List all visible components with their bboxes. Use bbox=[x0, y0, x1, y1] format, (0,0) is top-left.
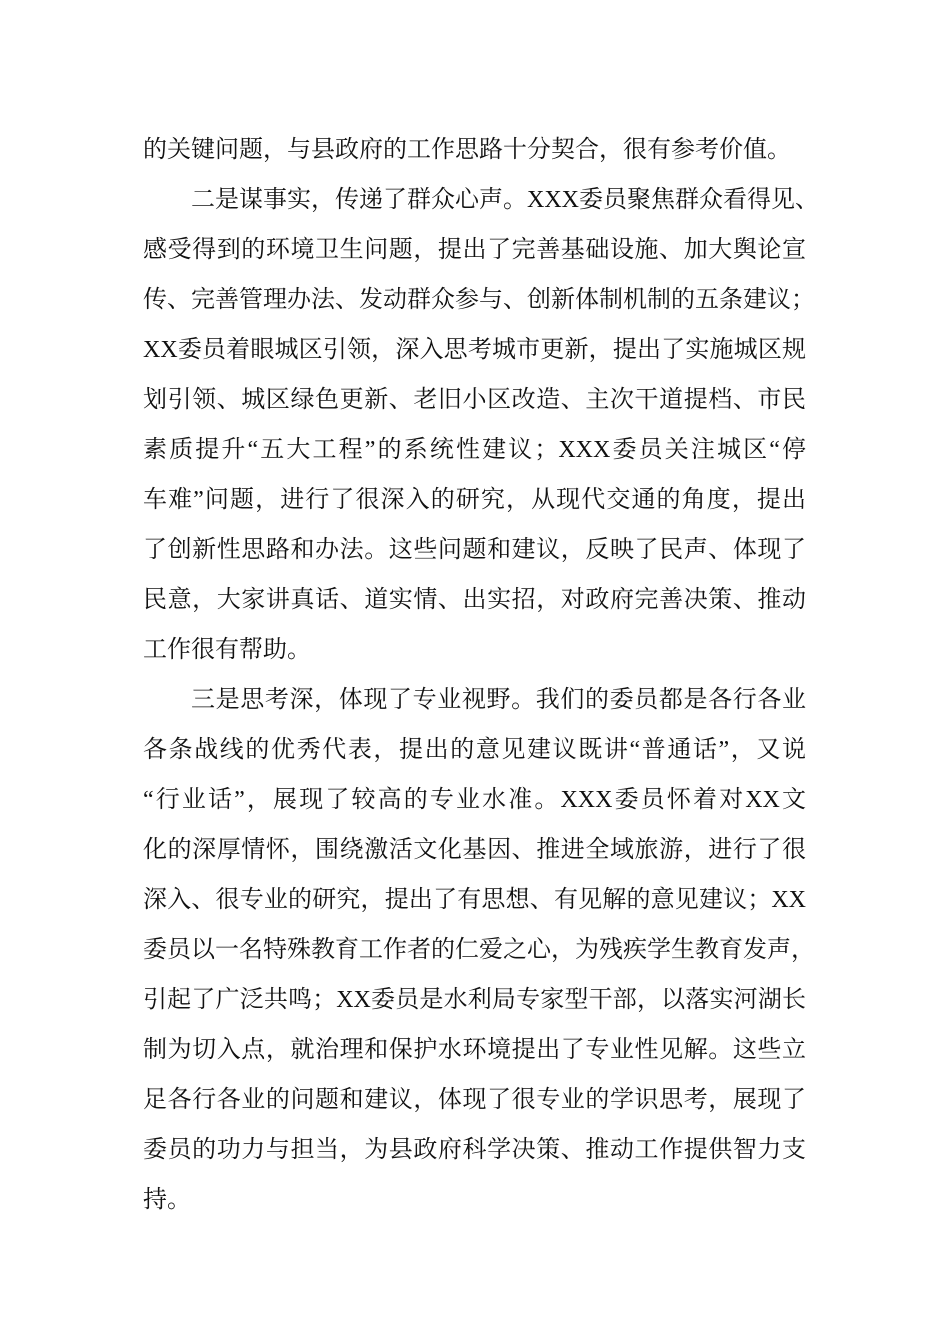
paragraph-3-line: 深入、很专业的研究，提出了有思想、有见解的意见建议；XX bbox=[143, 887, 806, 913]
paragraph-2-line: 民意，大家讲真话、道实情、出实招，对政府完善决策、推动 bbox=[143, 587, 806, 613]
paragraph-3-line: 引起了广泛共鸣；XX委员是水利局专家型干部，以落实河湖长 bbox=[143, 987, 806, 1013]
paragraph-3-line: “行业话”，展现了较高的专业水准。XXX委员怀着对XX文 bbox=[143, 787, 806, 813]
paragraph-2-line: 素质提升“五大工程”的系统性建议；XXX委员关注城区“停 bbox=[143, 437, 806, 463]
paragraph-1-line: 的关键问题，与县政府的工作思路十分契合，很有参考价值。 bbox=[143, 137, 791, 163]
paragraph-2-line: 了创新性思路和办法。这些问题和建议，反映了民声、体现了 bbox=[143, 537, 806, 563]
paragraph-3-line: 三是思考深，体现了专业视野。我们的委员都是各行各业 bbox=[191, 687, 806, 713]
paragraph-3-line: 委员的功力与担当，为县政府科学决策、推动工作提供智力支 bbox=[143, 1137, 806, 1163]
paragraph-2-line: XX委员着眼城区引领，深入思考城市更新，提出了实施城区规 bbox=[143, 337, 806, 363]
paragraph-2-line: 传、完善管理办法、发动群众参与、创新体制机制的五条建议； bbox=[143, 287, 815, 313]
paragraph-2-line: 工作很有帮助。 bbox=[143, 637, 311, 663]
paragraph-3-line: 委员以一名特殊教育工作者的仁爱之心，为残疾学生教育发声， bbox=[143, 937, 815, 963]
paragraph-3-line: 化的深厚情怀，围绕激活文化基因、推进全域旅游，进行了很 bbox=[143, 837, 806, 863]
paragraph-2-line: 划引领、城区绿色更新、老旧小区改造、主次干道提档、市民 bbox=[143, 387, 806, 413]
paragraph-2-line: 车难”问题，进行了很深入的研究，从现代交通的角度，提出 bbox=[143, 487, 806, 513]
paragraph-2-line: 二是谋事实，传递了群众心声。XXX委员聚焦群众看得见、 bbox=[191, 187, 819, 213]
paragraph-3-line: 持。 bbox=[143, 1187, 191, 1213]
paragraph-3-line: 各条战线的优秀代表，提出的意见建议既讲“普通话”，又说 bbox=[143, 737, 806, 763]
paragraph-3-line: 足各行各业的问题和建议，体现了很专业的学识思考，展现了 bbox=[143, 1087, 806, 1113]
paragraph-2-line: 感受得到的环境卫生问题，提出了完善基础设施、加大舆论宣 bbox=[143, 237, 806, 263]
paragraph-3-line: 制为切入点，就治理和保护水环境提出了专业性见解。这些立 bbox=[143, 1037, 806, 1063]
